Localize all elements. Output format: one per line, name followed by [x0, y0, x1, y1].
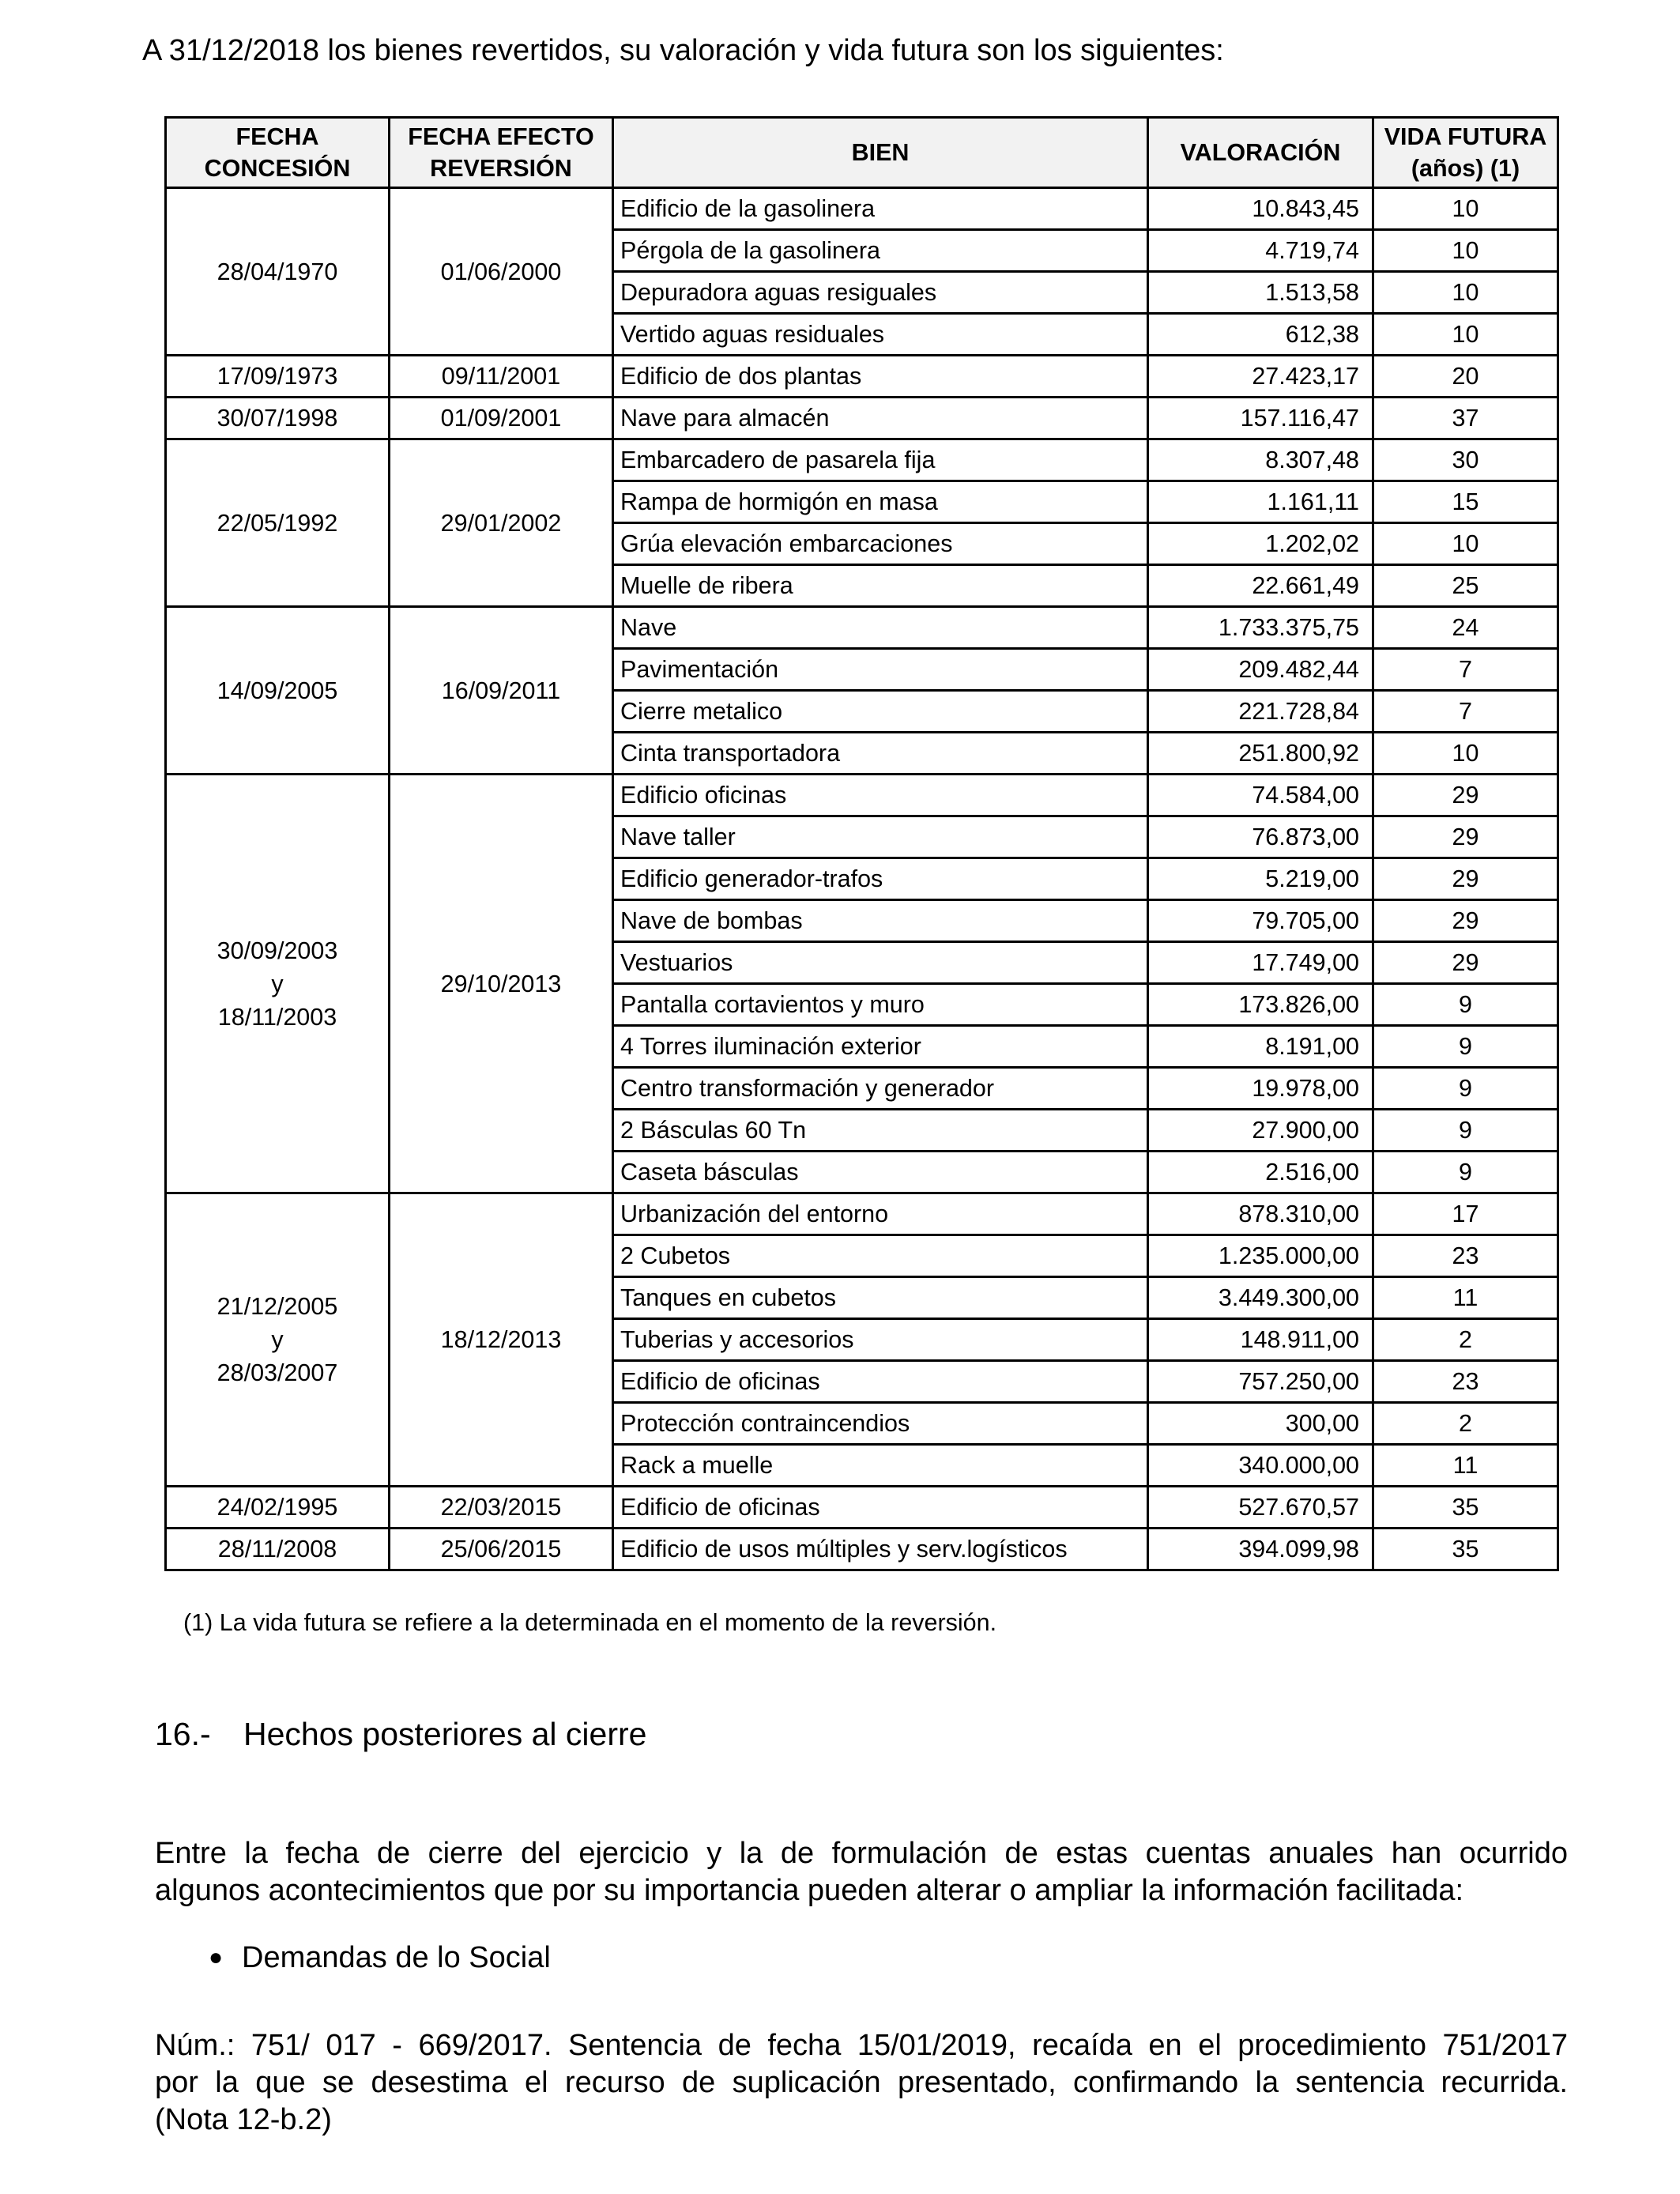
- cell-vida-futura: 10: [1373, 272, 1558, 314]
- cell-valoracion: 612,38: [1148, 314, 1373, 356]
- cell-bien: Edificio de dos plantas: [613, 356, 1148, 398]
- intro-text: A 31/12/2018 los bienes revertidos, su valoración y vida futura son los siguientes:: [142, 34, 1224, 67]
- bullet-item: [209, 1939, 551, 1977]
- paragraph-line: algunos acontecimientos que por su importancia pueden alterar o ampliar la información facilitada:: [155, 1874, 1464, 1907]
- cell-valoracion: 878.310,00: [1148, 1193, 1373, 1235]
- cell-fecha-concesion: [166, 775, 390, 1193]
- cell-valoracion: 300,00: [1148, 1403, 1373, 1445]
- cell-vida-futura: 11: [1373, 1277, 1558, 1319]
- footnote: (1) La vida futura se refiere a la determinada en el momento de la reversión.: [183, 1609, 997, 1636]
- cell-vida-futura: 9: [1373, 1152, 1558, 1193]
- cell-valoracion: 209.482,44: [1148, 649, 1373, 691]
- cell-vida-futura: 29: [1373, 816, 1558, 858]
- cell-vida-futura: 23: [1373, 1235, 1558, 1277]
- cell-valoracion: 1.733.375,75: [1148, 607, 1373, 649]
- cell-vida-futura: 29: [1373, 775, 1558, 816]
- cell-valoracion: 3.449.300,00: [1148, 1277, 1373, 1319]
- cell-bien: Nave taller: [613, 816, 1148, 858]
- cell-bien: Protección contraincendios: [613, 1403, 1148, 1445]
- paragraph-sentencia: [155, 2027, 1568, 2139]
- cell-bien: Nave de bombas: [613, 900, 1148, 942]
- cell-bien: Nave: [613, 607, 1148, 649]
- fecha-concesion-line: 30/09/2003: [217, 937, 338, 964]
- table-header-row: [166, 118, 1558, 188]
- cell-bien: Urbanización del entorno: [613, 1193, 1148, 1235]
- cell-fecha-reversion: 16/09/2011: [390, 607, 613, 775]
- header-valoracion: VALORACIÓN: [1148, 118, 1373, 188]
- header-bien: BIEN: [613, 118, 1148, 188]
- cell-vida-futura: 10: [1373, 188, 1558, 230]
- cell-bien: Tuberias y accesorios: [613, 1319, 1148, 1361]
- cell-valoracion: 148.911,00: [1148, 1319, 1373, 1361]
- cell-valoracion: 251.800,92: [1148, 733, 1373, 775]
- cell-bien: Cinta transportadora: [613, 733, 1148, 775]
- cell-vida-futura: 2: [1373, 1319, 1558, 1361]
- reversion-table: [164, 116, 1559, 1571]
- bullet-dot-icon: ●: [209, 1944, 224, 1970]
- cell-valoracion: 221.728,84: [1148, 691, 1373, 733]
- cell-fecha-concesion: [166, 398, 390, 439]
- table-row: [166, 356, 1558, 398]
- cell-vida-futura: 9: [1373, 1026, 1558, 1068]
- cell-bien: 4 Torres iluminación exterior: [613, 1026, 1148, 1068]
- fecha-concesion-line: 24/02/1995: [217, 1494, 338, 1521]
- cell-vida-futura: 29: [1373, 900, 1558, 942]
- cell-valoracion: 1.161,11: [1148, 481, 1373, 523]
- fecha-concesion-line: 28/04/1970: [217, 258, 338, 285]
- cell-bien: Vestuarios: [613, 942, 1148, 984]
- cell-valoracion: 1.202,02: [1148, 523, 1373, 565]
- section-heading: [155, 1713, 646, 1755]
- paragraph-line: Entre la fecha de cierre del ejercicio y la de formulación de estas cuentas anuales han ocurrido: [155, 1837, 1568, 1870]
- cell-valoracion: 2.516,00: [1148, 1152, 1373, 1193]
- cell-fecha-reversion: 01/09/2001: [390, 398, 613, 439]
- cell-vida-futura: 7: [1373, 691, 1558, 733]
- cell-valoracion: 527.670,57: [1148, 1487, 1373, 1529]
- fecha-concesion-line: 18/11/2003: [217, 1003, 337, 1031]
- fecha-concesion-line: 17/09/1973: [217, 363, 338, 390]
- cell-bien: Edificio de usos múltiples y serv.logísticos: [613, 1529, 1148, 1570]
- cell-bien: Muelle de ribera: [613, 565, 1148, 607]
- paragraph-line: (Nota 12-b.2): [155, 2103, 332, 2136]
- cell-valoracion: 27.900,00: [1148, 1110, 1373, 1152]
- paragraph-line: Núm.: 751/ 017 - 669/2017. Sentencia de fecha 15/01/2019, recaída en el procedimiento 751/2017: [155, 2029, 1568, 2062]
- cell-fecha-concesion: [166, 188, 390, 356]
- section-number: 16.-: [155, 1716, 211, 1752]
- cell-vida-futura: 35: [1373, 1529, 1558, 1570]
- cell-bien: Pantalla cortavientos y muro: [613, 984, 1148, 1026]
- cell-bien: Pérgola de la gasolinera: [613, 230, 1148, 272]
- fecha-concesion-line: 28/03/2007: [217, 1359, 338, 1386]
- fecha-concesion-line: 22/05/1992: [217, 509, 338, 537]
- table-row: [166, 1193, 1558, 1235]
- cell-bien: Edificio de la gasolinera: [613, 188, 1148, 230]
- paragraph-intro: [155, 1835, 1568, 1909]
- cell-bien: Rampa de hormigón en masa: [613, 481, 1148, 523]
- cell-vida-futura: 9: [1373, 984, 1558, 1026]
- cell-valoracion: 8.307,48: [1148, 439, 1373, 481]
- cell-bien: Rack a muelle: [613, 1445, 1148, 1487]
- cell-vida-futura: 20: [1373, 356, 1558, 398]
- cell-fecha-reversion: 09/11/2001: [390, 356, 613, 398]
- cell-bien: 2 Básculas 60 Tn: [613, 1110, 1148, 1152]
- cell-fecha-concesion: [166, 1193, 390, 1487]
- fecha-concesion-line: y: [271, 970, 284, 997]
- cell-vida-futura: 15: [1373, 481, 1558, 523]
- fecha-concesion-line: 14/09/2005: [217, 677, 338, 704]
- table-row: [166, 188, 1558, 230]
- cell-vida-futura: 17: [1373, 1193, 1558, 1235]
- cell-vida-futura: 23: [1373, 1361, 1558, 1403]
- fecha-concesion-line: 30/07/1998: [217, 405, 338, 432]
- cell-fecha-reversion: 29/01/2002: [390, 439, 613, 607]
- cell-valoracion: 1.235.000,00: [1148, 1235, 1373, 1277]
- cell-bien: Caseta básculas: [613, 1152, 1148, 1193]
- table-row: [166, 775, 1558, 816]
- cell-bien: Edificio oficinas: [613, 775, 1148, 816]
- cell-fecha-reversion: 22/03/2015: [390, 1487, 613, 1529]
- cell-bien: Cierre metalico: [613, 691, 1148, 733]
- cell-valoracion: 19.978,00: [1148, 1068, 1373, 1110]
- cell-valoracion: 74.584,00: [1148, 775, 1373, 816]
- cell-valoracion: 757.250,00: [1148, 1361, 1373, 1403]
- cell-vida-futura: 35: [1373, 1487, 1558, 1529]
- cell-vida-futura: 10: [1373, 523, 1558, 565]
- cell-bien: Vertido aguas residuales: [613, 314, 1148, 356]
- cell-valoracion: 10.843,45: [1148, 188, 1373, 230]
- cell-valoracion: 157.116,47: [1148, 398, 1373, 439]
- cell-fecha-reversion: 29/10/2013: [390, 775, 613, 1193]
- cell-vida-futura: 7: [1373, 649, 1558, 691]
- cell-fecha-concesion: [166, 607, 390, 775]
- cell-vida-futura: 25: [1373, 565, 1558, 607]
- cell-fecha-reversion: 18/12/2013: [390, 1193, 613, 1487]
- fecha-concesion-line: 28/11/2008: [217, 1536, 337, 1563]
- cell-vida-futura: 29: [1373, 858, 1558, 900]
- fecha-concesion-line: 21/12/2005: [217, 1293, 338, 1320]
- cell-fecha-concesion: [166, 1487, 390, 1529]
- header-fecha-concesion: FECHA CONCESIÓN: [166, 118, 390, 188]
- cell-vida-futura: 29: [1373, 942, 1558, 984]
- cell-vida-futura: 10: [1373, 230, 1558, 272]
- cell-fecha-concesion: [166, 356, 390, 398]
- cell-bien: Edificio de oficinas: [613, 1361, 1148, 1403]
- cell-valoracion: 22.661,49: [1148, 565, 1373, 607]
- cell-valoracion: 76.873,00: [1148, 816, 1373, 858]
- table-body: [166, 188, 1558, 1570]
- cell-bien: Depuradora aguas resiguales: [613, 272, 1148, 314]
- table-row: [166, 607, 1558, 649]
- cell-bien: Centro transformación y generador: [613, 1068, 1148, 1110]
- cell-vida-futura: 2: [1373, 1403, 1558, 1445]
- cell-valoracion: 173.826,00: [1148, 984, 1373, 1026]
- cell-valoracion: 4.719,74: [1148, 230, 1373, 272]
- table-row: [166, 1529, 1558, 1570]
- header-fecha-efecto: FECHA EFECTO REVERSIÓN: [390, 118, 613, 188]
- cell-bien: Grúa elevación embarcaciones: [613, 523, 1148, 565]
- cell-bien: 2 Cubetos: [613, 1235, 1148, 1277]
- cell-vida-futura: 37: [1373, 398, 1558, 439]
- bullet-text: Demandas de lo Social: [242, 1941, 551, 1974]
- cell-vida-futura: 9: [1373, 1110, 1558, 1152]
- cell-bien: Pavimentación: [613, 649, 1148, 691]
- cell-vida-futura: 10: [1373, 733, 1558, 775]
- cell-vida-futura: 30: [1373, 439, 1558, 481]
- paragraph-line: por la que se desestima el recurso de suplicación presentado, confirmando la sentencia recurrida.: [155, 2066, 1568, 2099]
- cell-valoracion: 340.000,00: [1148, 1445, 1373, 1487]
- section-title: Hechos posteriores al cierre: [243, 1716, 647, 1752]
- table-row: [166, 1487, 1558, 1529]
- cell-valoracion: 394.099,98: [1148, 1529, 1373, 1570]
- cell-bien: Nave para almacén: [613, 398, 1148, 439]
- cell-fecha-reversion: 01/06/2000: [390, 188, 613, 356]
- cell-fecha-concesion: [166, 439, 390, 607]
- cell-valoracion: 5.219,00: [1148, 858, 1373, 900]
- cell-valoracion: 1.513,58: [1148, 272, 1373, 314]
- cell-vida-futura: 9: [1373, 1068, 1558, 1110]
- cell-valoracion: 27.423,17: [1148, 356, 1373, 398]
- cell-bien: Edificio generador-trafos: [613, 858, 1148, 900]
- cell-vida-futura: 10: [1373, 314, 1558, 356]
- fecha-concesion-line: y: [271, 1326, 284, 1353]
- table-row: [166, 398, 1558, 439]
- cell-bien: Edificio de oficinas: [613, 1487, 1148, 1529]
- cell-bien: Embarcadero de pasarela fija: [613, 439, 1148, 481]
- header-vida-futura: VIDA FUTURA (años) (1): [1373, 118, 1558, 188]
- cell-valoracion: 17.749,00: [1148, 942, 1373, 984]
- cell-vida-futura: 24: [1373, 607, 1558, 649]
- cell-valoracion: 8.191,00: [1148, 1026, 1373, 1068]
- cell-fecha-reversion: 25/06/2015: [390, 1529, 613, 1570]
- cell-valoracion: 79.705,00: [1148, 900, 1373, 942]
- cell-vida-futura: 11: [1373, 1445, 1558, 1487]
- cell-fecha-concesion: [166, 1529, 390, 1570]
- cell-bien: Tanques en cubetos: [613, 1277, 1148, 1319]
- table-row: [166, 439, 1558, 481]
